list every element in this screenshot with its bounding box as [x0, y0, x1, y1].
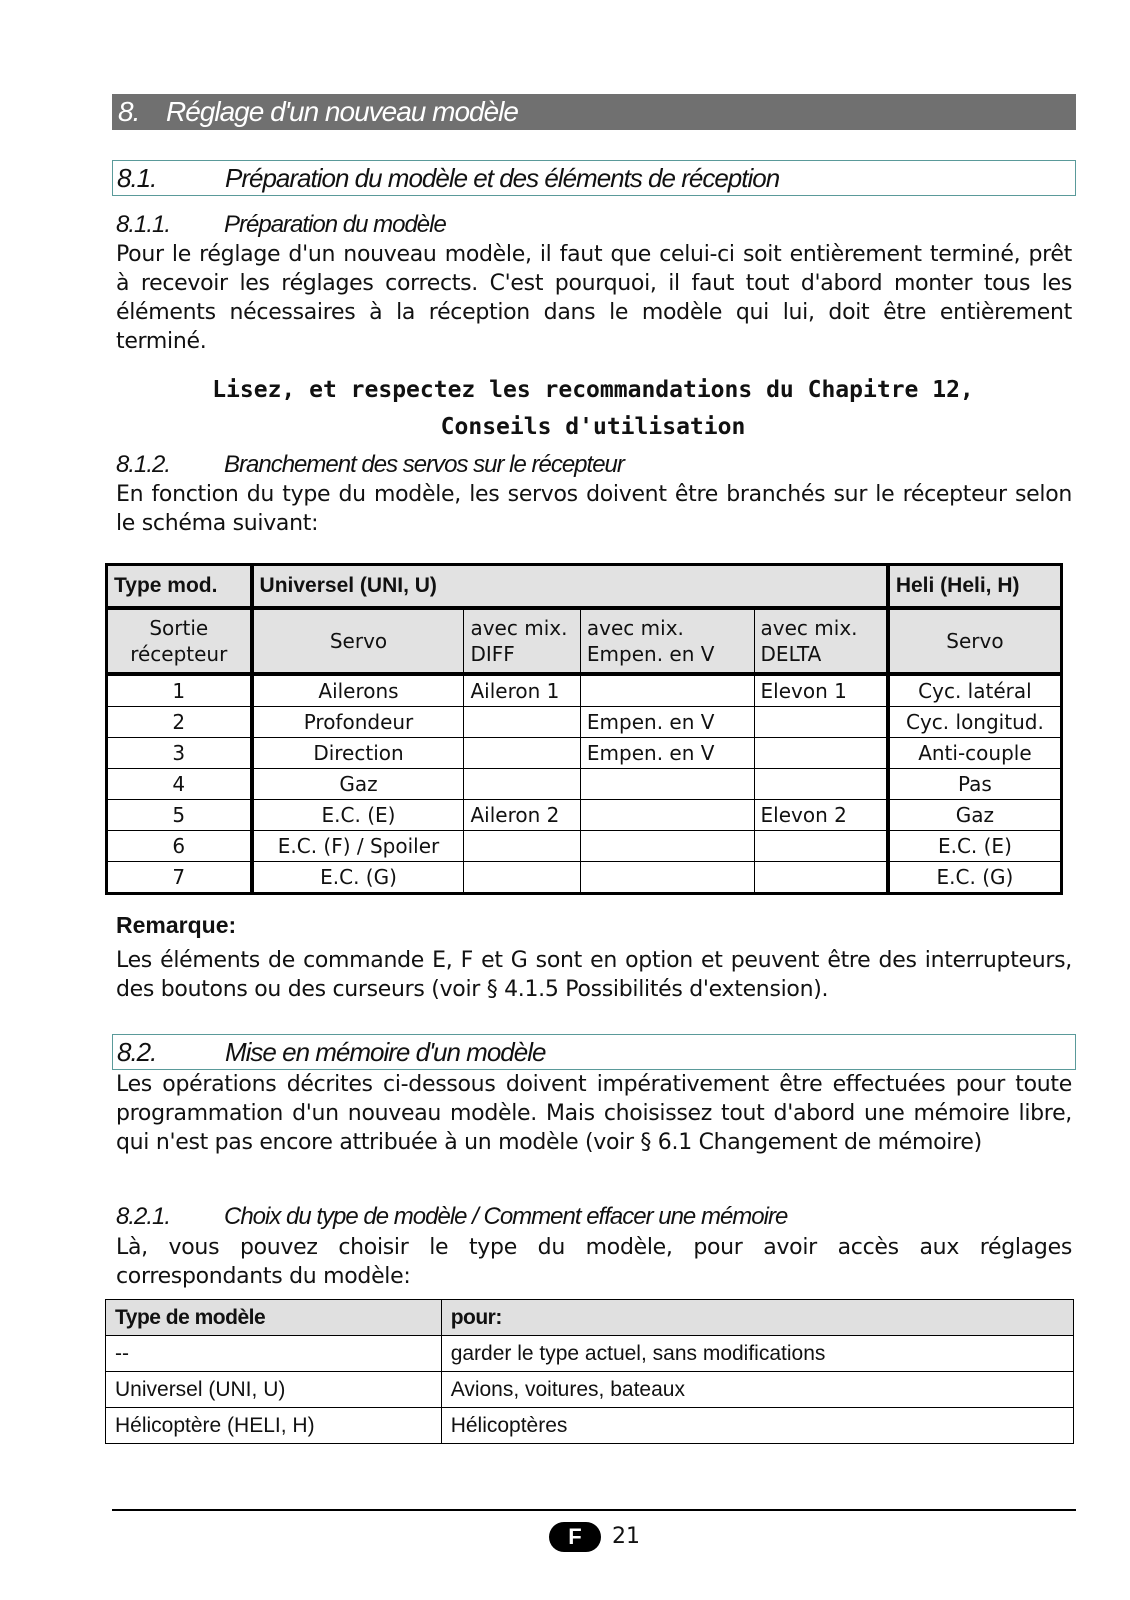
cell-servo: Gaz: [252, 769, 464, 800]
section-heading-8-1: [112, 160, 1076, 196]
cell-output: 3: [107, 738, 252, 769]
cell-diff: [464, 831, 580, 862]
subheader-heli-servo: Servo: [888, 608, 1062, 674]
subsection-heading-8-1-1: [112, 210, 1072, 240]
section-title: Préparation du modèle et des éléments de réception: [225, 163, 780, 193]
subsection-title: Préparation du modèle: [224, 211, 446, 238]
cell-delta: Elevon 1: [754, 674, 888, 707]
cell-diff: [464, 769, 580, 800]
remark-text: Les éléments de commande E, F et G sont en option et peuvent être des interrupteurs, des boutons ou des curseurs (voir § 4.1.5 Possibilités d'extension).: [116, 948, 1072, 1002]
cell-output: 1: [107, 674, 252, 707]
cell-delta: [754, 769, 888, 800]
cell-output: 7: [107, 862, 252, 894]
cell-heli: Pas: [888, 769, 1062, 800]
subheader-servo: Servo: [252, 608, 464, 674]
cell-empen: [580, 862, 754, 894]
subsection-title: Choix du type de modèle / Comment effacer une mémoire: [224, 1203, 788, 1230]
table-row: [107, 707, 1062, 738]
cell-empen: Empen. en V: [580, 738, 754, 769]
chapter-number: 8.: [118, 96, 140, 127]
paragraph-choix-type: Là, vous pouvez choisir le type du modèle, pour avoir accès aux réglages correspondants du modèle:: [116, 1235, 1072, 1289]
cell-delta: [754, 831, 888, 862]
table-row: [107, 769, 1062, 800]
header-type-de-modele: Type de modèle: [106, 1300, 442, 1336]
cell-type: Universel (UNI, U): [106, 1372, 442, 1408]
table-row: [107, 674, 1062, 707]
table-row: [107, 862, 1062, 894]
table-row: [106, 1336, 1074, 1372]
cell-diff: [464, 707, 580, 738]
cell-delta: Elevon 2: [754, 800, 888, 831]
cell-heli: Gaz: [888, 800, 1062, 831]
cell-servo: E.C. (F) / Spoiler: [252, 831, 464, 862]
cell-delta: [754, 862, 888, 894]
servo-assignment-table: [105, 563, 1063, 895]
cell-empen: [580, 800, 754, 831]
subheader-empen: avec mix. Empen. en V: [580, 608, 754, 674]
footer-divider: [112, 1509, 1076, 1511]
subheader-sortie: Sortie récepteur: [107, 608, 252, 674]
cell-delta: [754, 738, 888, 769]
cell-type: --: [106, 1336, 442, 1372]
warning-line-1: Lisez, et respectez les recommandations du Chapitre 12,: [212, 377, 974, 403]
paragraph-memoire: Les opérations décrites ci-dessous doivent impérativement être effectuées pour toute programmation d'un nouveau modèle. Mais choisissez tout d'abord une mémoire libre, qui n'est pas encore attribuée à un modèle (voir § 6.1 Changement de mémoire): [116, 1072, 1072, 1155]
cell-diff: Aileron 1: [464, 674, 580, 707]
cell-for: Avions, voitures, bateaux: [441, 1372, 1073, 1408]
header-universel: Universel (UNI, U): [252, 565, 888, 609]
subsection-heading-8-1-2: [112, 450, 1072, 480]
model-type-table: [105, 1299, 1074, 1444]
subsection-number: 8.1.2.: [116, 451, 171, 478]
language-badge: F: [549, 1522, 601, 1552]
remark-title: Remarque:: [116, 912, 237, 938]
cell-output: 4: [107, 769, 252, 800]
cell-servo: Profondeur: [252, 707, 464, 738]
subsection-heading-8-2-1: [112, 1202, 1072, 1232]
cell-for: garder le type actuel, sans modifications: [441, 1336, 1073, 1372]
subsection-number: 8.2.1.: [116, 1203, 171, 1230]
subheader-diff: avec mix. DIFF: [464, 608, 580, 674]
section-number: 8.2.: [117, 1037, 157, 1067]
cell-heli: Cyc. latéral: [888, 674, 1062, 707]
table-row: [107, 738, 1062, 769]
cell-delta: [754, 707, 888, 738]
cell-diff: Aileron 2: [464, 800, 580, 831]
cell-type: Hélicoptère (HELI, H): [106, 1408, 442, 1444]
chapter-heading: [112, 94, 1076, 130]
paragraph-preparation: Pour le réglage d'un nouveau modèle, il faut que celui-ci soit entièrement terminé, prêt à recevoir les réglages corrects. C'est pourquoi, il faut tout d'abord monter tous les éléments nécessaires à la réception dans le modèle qui lui, doit être entièrement terminé.: [116, 242, 1072, 354]
cell-heli: Anti-couple: [888, 738, 1062, 769]
section-title: Mise en mémoire d'un modèle: [225, 1037, 546, 1067]
subsection-number: 8.1.1.: [116, 211, 171, 238]
cell-heli: Cyc. longitud.: [888, 707, 1062, 738]
cell-diff: [464, 738, 580, 769]
cell-empen: [580, 769, 754, 800]
cell-empen: [580, 831, 754, 862]
cell-servo: E.C. (G): [252, 862, 464, 894]
table-row: [107, 831, 1062, 862]
table-subheader-row: [107, 608, 1062, 674]
cell-heli: E.C. (G): [888, 862, 1062, 894]
cell-output: 5: [107, 800, 252, 831]
subsection-title: Branchement des servos sur le récepteur: [224, 451, 624, 478]
table-header-row: [107, 565, 1062, 609]
header-heli: Heli (Heli, H): [888, 565, 1062, 609]
cell-heli: E.C. (E): [888, 831, 1062, 862]
cell-for: Hélicoptères: [441, 1408, 1073, 1444]
cell-output: 2: [107, 707, 252, 738]
cell-empen: Empen. en V: [580, 707, 754, 738]
page-number: 21: [612, 1524, 640, 1549]
cell-servo: Ailerons: [252, 674, 464, 707]
header-type: Type mod.: [107, 565, 252, 609]
chapter-title: Réglage d'un nouveau modèle: [166, 96, 518, 127]
cell-servo: E.C. (E): [252, 800, 464, 831]
table-row: [106, 1372, 1074, 1408]
table-row: [106, 1408, 1074, 1444]
cell-servo: Direction: [252, 738, 464, 769]
table-row: [107, 800, 1062, 831]
header-pour: pour:: [441, 1300, 1073, 1336]
paragraph-branchement: En fonction du type du modèle, les servos doivent être branchés sur le récepteur selon le schéma suivant:: [116, 482, 1072, 536]
section-number: 8.1.: [117, 163, 157, 193]
cell-diff: [464, 862, 580, 894]
table-header-row: [106, 1300, 1074, 1336]
cell-output: 6: [107, 831, 252, 862]
cell-empen: [580, 674, 754, 707]
section-heading-8-2: [112, 1034, 1076, 1070]
subheader-delta: avec mix. DELTA: [754, 608, 888, 674]
warning-line-2: Conseils d'utilisation: [440, 414, 746, 440]
